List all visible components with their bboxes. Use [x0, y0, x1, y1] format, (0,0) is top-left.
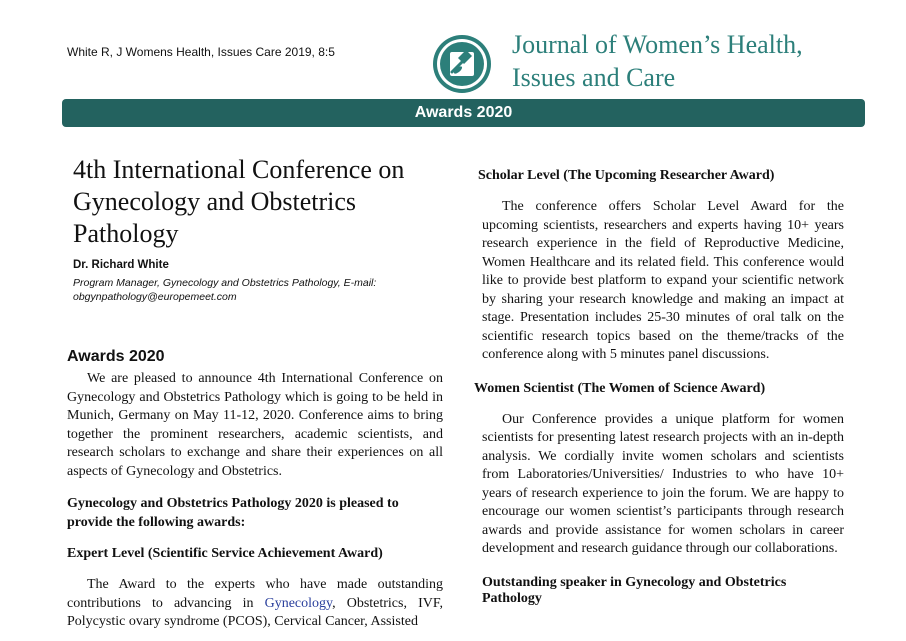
- awards-banner: Awards 2020: [62, 99, 865, 127]
- citation: White R, J Womens Health, Issues Care 2019, 8:5: [67, 45, 335, 59]
- author-name: Dr. Richard White: [73, 259, 169, 271]
- expert-heading: Expert Level (Scientific Service Achievement Award): [67, 546, 383, 561]
- paper-title-line: Gynecology and Obstetrics: [73, 187, 357, 216]
- intro-paragraph: We are pleased to announce 4th International Conference on Gynecology and Obstetrics Pathology which is going to be held in Munich, Germany on May 11-12, 2020. Conference aims to bring together the prominent researchers, academic scientists, and research scholars to exchange and share their experiences on all aspects of Gynecology and Obstetrics.: [67, 371, 443, 479]
- affiliation-email: obgynpathology@europemeet.com: [73, 291, 237, 303]
- journal-title-line-1: Journal of Women’s Health,: [512, 30, 803, 59]
- expert-paragraph: [67, 576, 443, 632]
- expert-text-cont: , Obstetrics, IVF, Polycystic ovary syndrome (PCOS), Cervical Cancer, Assisted: [67, 595, 443, 629]
- right-column: [474, 168, 844, 621]
- expert-text: The Award to the experts who have made outstanding contributions to advancing in: [67, 577, 443, 611]
- paper-title-line: Pathology: [73, 219, 179, 248]
- affiliation-line: Program Manager, Gynecology and Obstetrics Pathology, E-mail:: [73, 277, 377, 289]
- paper-title: [73, 154, 443, 250]
- author-affiliation: [73, 276, 443, 304]
- paper-title-line: 4th International Conference on: [73, 155, 405, 184]
- scholar-heading: Scholar Level (The Upcoming Researcher Award): [478, 168, 775, 183]
- women-heading: Women Scientist (The Women of Science Award): [474, 380, 766, 396]
- awards-intro: Gynecology and Obstetrics Pathology 2020 is pleased to provide the following awards:: [67, 496, 399, 530]
- speaker-heading: Outstanding speaker in Gynecology and Obstetrics Pathology: [482, 574, 787, 606]
- scholar-paragraph: The conference offers Scholar Level Award for the upcoming scientists, researchers and experts having 10+ years research experience in the field of Reproductive Medicine, Women Healthcare and its related field. This conference would like to provide best platform to expand your scientific network by sharing your research knowledge and making an impact at stage. Presentation includes 25-30 minutes of oral talk on the scientific research topics based on the theme/tracks of the conference along with 5 minutes panel discussions.: [482, 199, 844, 362]
- journal-title: [512, 28, 892, 94]
- journal-title-line-2: Issues and Care: [512, 63, 676, 92]
- left-column: [67, 154, 443, 632]
- journal-logo-icon: [431, 33, 493, 95]
- women-paragraph: Our Conference provides a unique platform for women scientists for presenting latest research projects with an in-depth analysis. We cordially invite women scholars and scientists from Laboratories/Universities/ Industries to who have 10+ years of research experience to join the forum. We are happy to encourage our women scientist’s participants through research awards and provide assistance for women scholars in career development and research guidance through our collaborations.: [482, 411, 844, 556]
- section-heading: Awards 2020: [67, 348, 165, 365]
- gynecology-link[interactable]: Gynecology: [264, 595, 333, 611]
